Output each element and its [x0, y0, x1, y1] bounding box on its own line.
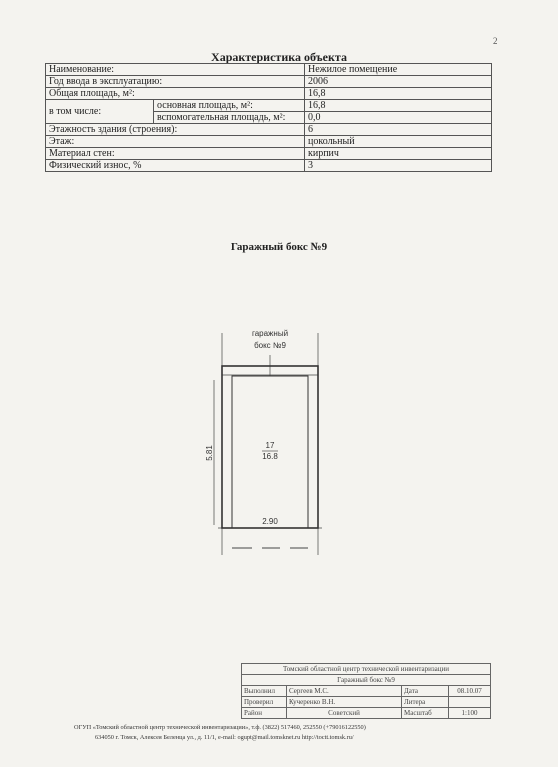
property-label: Физический износ, % [46, 160, 305, 172]
property-sublabel: основная площадь, м²: [154, 100, 305, 112]
table-row [242, 664, 491, 675]
property-label: Этажность здания (строения): [46, 124, 305, 136]
property-sublabel: вспомогательная площадь, м²: [154, 112, 305, 124]
table-row [46, 88, 492, 100]
property-label: Наименование: [46, 64, 305, 76]
properties-table [45, 63, 492, 172]
stamp-name: Сергеев М.С. [287, 686, 402, 697]
dimension-width: 2.90 [262, 517, 278, 526]
table-row [46, 124, 492, 136]
property-value: 0,0 [305, 112, 492, 124]
stamp-org: Томский областной центр технической инвентаризации [242, 664, 491, 675]
stamp-field: Дата [402, 686, 449, 697]
table-row [46, 160, 492, 172]
property-value: 16,8 [305, 88, 492, 100]
page-number: 2 [493, 36, 498, 46]
page-title: Характеристика объекта [211, 50, 347, 64]
property-value: 6 [305, 124, 492, 136]
plan-title: Гаражный бокс №9 [230, 241, 328, 253]
room-label: гаражный [251, 329, 289, 338]
property-label: Общая площадь, м²: [46, 88, 305, 100]
table-row [46, 64, 492, 76]
property-label: Этаж: [46, 136, 305, 148]
property-value: цокольный [305, 136, 492, 148]
property-label: в том числе: [46, 100, 154, 124]
dimension-height: 5.81 [205, 445, 214, 461]
floor-plan [200, 320, 340, 560]
stamp-value: 1:100 [449, 708, 491, 719]
stamp-role: Район [242, 708, 287, 719]
property-value: 16,8 [305, 100, 492, 112]
table-row [242, 686, 491, 697]
room-area: 16.8 [262, 452, 278, 461]
stamp-field: Масштаб [402, 708, 449, 719]
stamp-name: Кучеренко В.Н. [287, 697, 402, 708]
stamp-field: Литера [402, 697, 449, 708]
property-label: Материал стен: [46, 148, 305, 160]
room-label: бокс №9 [254, 341, 286, 350]
stamp-object: Гаражный бокс №9 [242, 675, 491, 686]
table-row [242, 708, 491, 719]
property-value: кирпич [305, 148, 492, 160]
footer-line: 634050 г. Томск, Алексея Беленца ул., д. 11/1, е-mail: ogupt@mail.tomsknet.ru http://toctt.tomsk.ru/ [95, 734, 354, 741]
room-number: 17 [265, 441, 275, 450]
footer-line: ОГУП «Томский областной центр технической инвентаризации», т.ф. (3822) 517460, 252550 (+79016122550) [74, 724, 366, 731]
property-label: Год ввода в эксплуатацию: [46, 76, 305, 88]
table-row [46, 136, 492, 148]
stamp-value [449, 697, 491, 708]
stamp-role: Выполнил [242, 686, 287, 697]
stamp-name: Советский [287, 708, 402, 719]
property-value: 2006 [305, 76, 492, 88]
property-value: Нежилое помещение [305, 64, 492, 76]
table-row [46, 148, 492, 160]
table-row [242, 675, 491, 686]
table-row [46, 76, 492, 88]
table-row [242, 697, 491, 708]
stamp-role: Проверил [242, 697, 287, 708]
stamp-value: 08.10.07 [449, 686, 491, 697]
property-value: 3 [305, 160, 492, 172]
title-block [241, 663, 491, 719]
table-row [46, 100, 492, 112]
